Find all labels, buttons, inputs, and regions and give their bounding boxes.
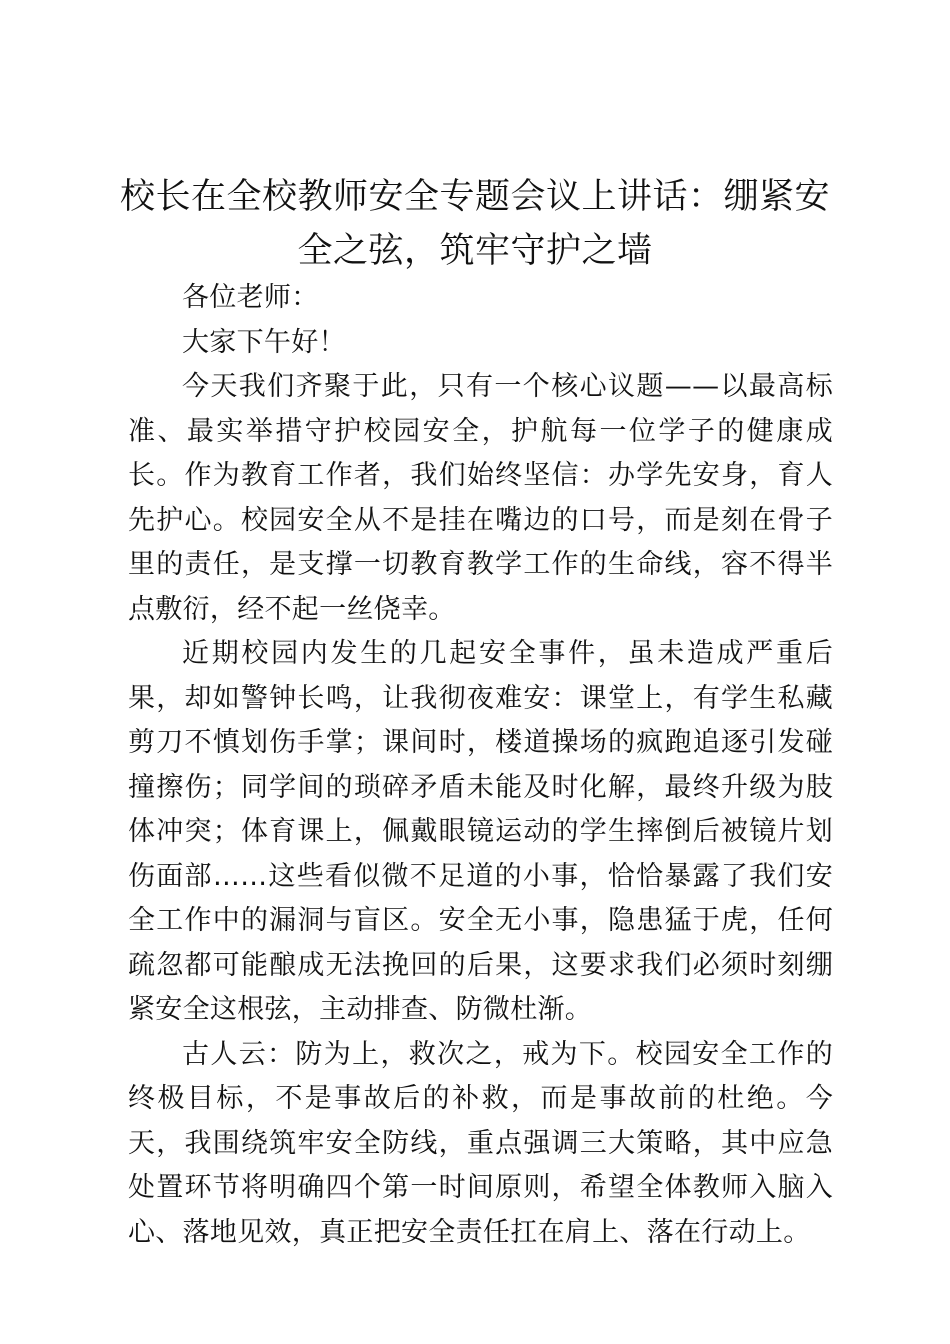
document-body bbox=[128, 276, 833, 1255]
salutation: 各位老师： bbox=[182, 282, 319, 313]
body-paragraph: 古人云：防为上，救次之，戒为下。校园安全工作的终极目标，不是事故后的补救，而是事故前的杜绝。今天，我围绕筑牢安全防线，重点强调三大策略，其中应急处置环节将明确四个第一时间原则，希望全体教师入脑入心、落地见效，真正把安全责任扛在肩上、落在行动上。 bbox=[128, 1038, 833, 1248]
greeting: 大家下午好！ bbox=[182, 326, 346, 358]
document-title: 校长在全校教师安全专题会议上讲话：绷紧安全之弦，筑牢守护之墙 bbox=[120, 177, 831, 271]
body-paragraph: 今天我们齐聚于此，只有一个核心议题——以最高标准、最实举措守护校园安全，护航每一位学子的健康成长。作为教育工作者，我们始终坚信：办学先安身，育人先护心。校园安全从不是挂在嘴边的口号，而是刻在骨子里的责任，是支撑一切教育教学工作的生命线，容不得半点敷衍，经不起一丝侥幸。 bbox=[128, 371, 833, 625]
body-paragraph: 近期校园内发生的几起安全事件，虽未造成严重后果，却如警钟长鸣，让我彻夜难安：课堂上，有学生私藏剪刀不慎划伤手掌；课间时，楼道操场的疯跑追逐引发碰撞擦伤；同学间的琐碎矛盾未能及时化解，最终升级为肢体冲突；体育课上，佩戴眼镜运动的学生摔倒后被镜片划伤面部……这些看似微不足道的小事，恰恰暴露了我们安全工作中的漏洞与盲区。安全无小事，隐患猛于虎，任何疏忽都可能酿成无法挽回的后果，这要求我们必须时刻绷紧安全这根弦，主动排查、防微杜渐。 bbox=[128, 638, 833, 1025]
